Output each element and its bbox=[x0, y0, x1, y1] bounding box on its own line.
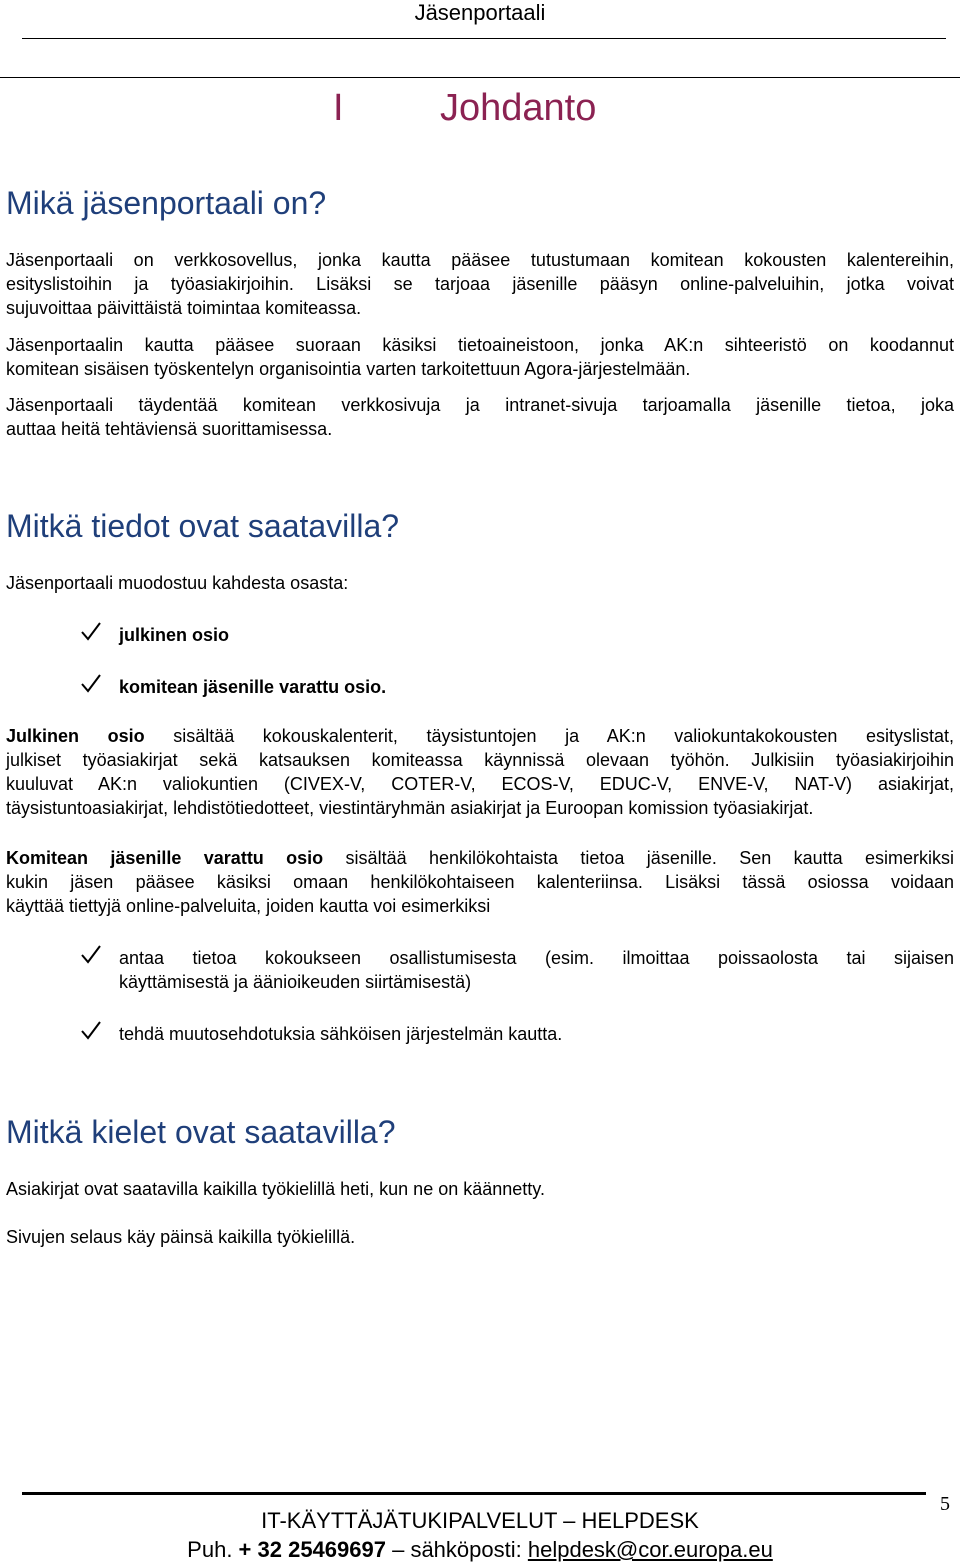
header-divider-thin bbox=[0, 77, 960, 78]
footer-helpdesk-title: IT-KÄYTTÄJÄTUKIPALVELUT – HELPDESK bbox=[261, 1508, 699, 1533]
checkmark-icon bbox=[80, 943, 102, 965]
public-section-label: Julkinen osio bbox=[6, 726, 145, 746]
footer-contact: Puh. + 32 25469697 – sähköposti: helpdesk@cor.europa.eu bbox=[187, 1537, 773, 1562]
checkmark-icon bbox=[80, 672, 102, 694]
chapter-title bbox=[0, 82, 960, 134]
paragraph-browsing-languages: Sivujen selaus käy päinsä kaikilla työkielillä. bbox=[6, 1227, 356, 1247]
paragraph-access: Jäsenportaalin kautta pääsee suoraan käsiksi tietoaineistoon, jonka AK:n sihteeristö on koodannut komitean sisäisen työskentelyn organisointia varten tarkoitettuun Agora-järjestelmään. bbox=[6, 335, 954, 379]
page-header-title: Jäsenportaali bbox=[414, 0, 546, 25]
bullet-attendance: antaa tietoa kokoukseen osallistumisesta (esim. ilmoittaa poissaolosta tai sijaisen käyttämisestä ja äänioikeuden siirtämisestä) bbox=[119, 948, 954, 992]
paragraph-two-parts: Jäsenportaali muodostuu kahdesta osasta: bbox=[6, 573, 349, 593]
paragraph-member-section: Komitean jäsenille varattu osio sisältää henkilökohtaista tietoa jäsenille. Sen kautta esimerkiksi kukin jäsen pääsee käsiksi omaan henkilökohtaiseen kalenteriinsa. Lisäksi tässä osiossa voidaan käyttää tiettyjä online-palveluita, joiden kautta voi esimerkiksi bbox=[6, 848, 955, 916]
page-number: 5 bbox=[940, 1493, 950, 1515]
section-heading-what-is: Mikä jäsenportaali on? bbox=[6, 185, 327, 221]
paragraph-public-section: Julkinen osio sisältää kokouskalenterit, täysistuntojen ja AK:n valiokuntakokousten esityslistat, julkiset työasiakirjat sekä katsauksen komiteassa käynnissä olevaan työhön. Julkisiin työasiakirjoihin kuuluvat AK:n valiokuntien (CIVEX-V, COTER-V, ECOS-V, EDUC-V, ENVE-V, NAT-V) asiakirjat, täysistuntoasiakirjat, lehdistötiedotteet, viestintäryhmän asiakirjat ja Euroopan komission työasiakirjat. bbox=[6, 726, 954, 818]
paragraph-supplement: Jäsenportaali täydentää komitean verkkosivuja ja intranet-sivuja tarjoamalla jäsenille tietoa, joka auttaa heitä tehtäviensä suorittamisessa. bbox=[6, 395, 954, 439]
chapter-number: I bbox=[333, 87, 344, 129]
section-heading-available-info: Mitkä tiedot ovat saatavilla? bbox=[6, 508, 400, 544]
helpdesk-phone: + 32 25469697 bbox=[238, 1537, 386, 1562]
bullet-members-part: komitean jäsenille varattu osio. bbox=[119, 677, 387, 697]
footer-divider bbox=[22, 1492, 926, 1495]
bullet-public-part: julkinen osio bbox=[119, 625, 230, 645]
section-heading-languages: Mitkä kielet ovat saatavilla? bbox=[6, 1114, 396, 1150]
member-section-label: Komitean jäsenille varattu osio bbox=[6, 848, 324, 868]
paragraph-documents-languages: Asiakirjat ovat saatavilla kaikilla työkielillä heti, kun ne on käännetty. bbox=[6, 1179, 545, 1199]
checkmark-icon bbox=[80, 620, 102, 642]
bullet-amendments: tehdä muutosehdotuksia sähköisen järjestelmän kautta. bbox=[119, 1024, 563, 1044]
checkmark-icon bbox=[80, 1019, 102, 1041]
helpdesk-email-link[interactable]: helpdesk@cor.europa.eu bbox=[527, 1537, 773, 1562]
chapter-name: Johdanto bbox=[440, 87, 597, 129]
paragraph-intro: Jäsenportaali on verkkosovellus, jonka kautta pääsee tutustumaan komitean kokousten kalentereihin, esityslistoihin ja työasiakirjoihin. Lisäksi se tarjoaa jäsenille pääsyn online-palveluihin, jotka voivat sujuvoittaa päivittäistä toimintaa komiteassa. bbox=[6, 250, 954, 318]
header-divider bbox=[22, 38, 946, 39]
